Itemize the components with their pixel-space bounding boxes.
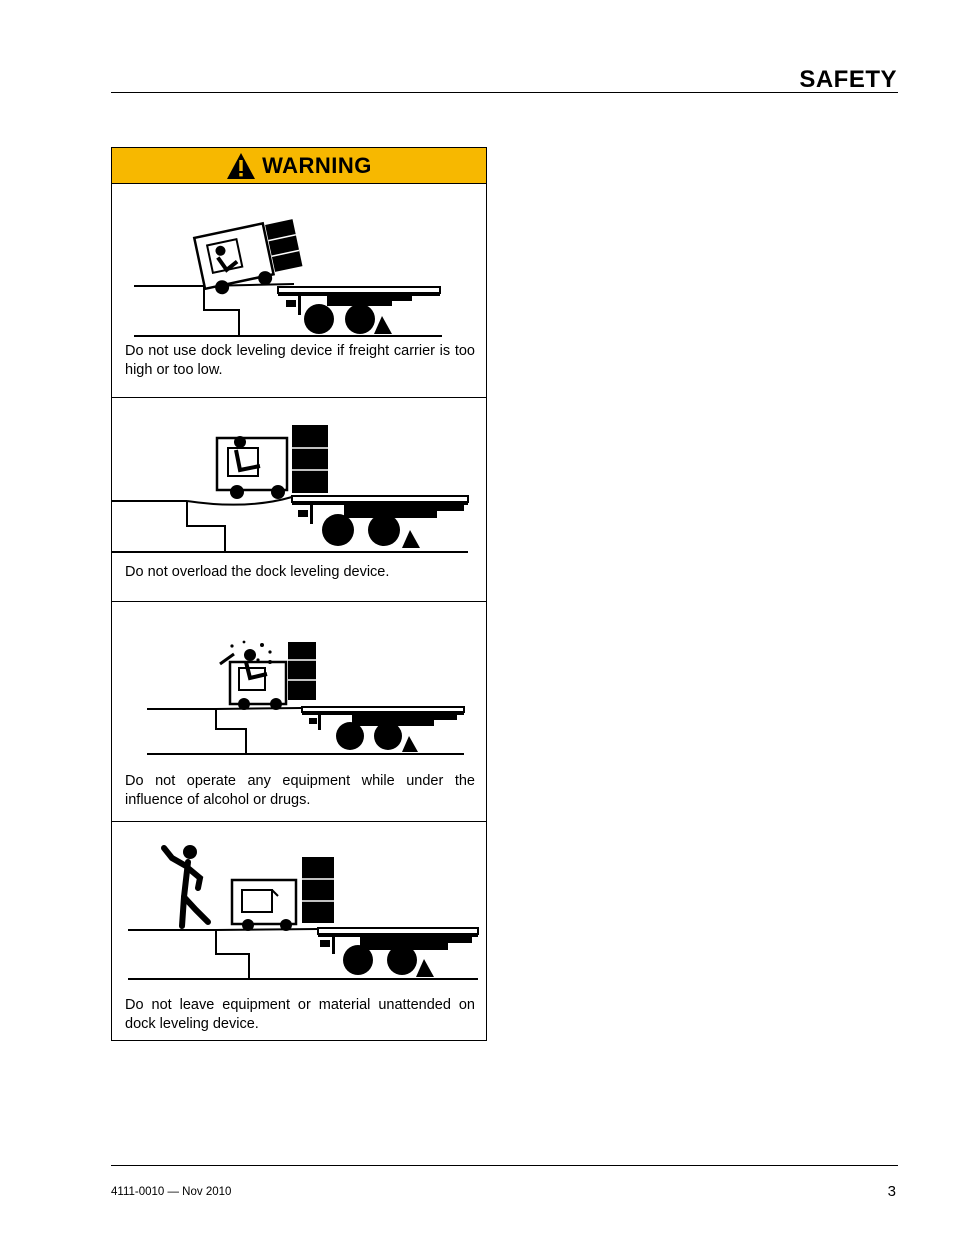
warning-box <box>111 147 487 1041</box>
warning-caption-1: Do not use dock leveling device if freight carrier is too high or too low. <box>125 343 475 378</box>
section-title: SAFETY <box>799 66 897 93</box>
warning-triangle-icon <box>226 152 256 180</box>
warning-panel-1 <box>112 184 486 398</box>
warning-caption-3: Do not operate any equipment while under the influence of alcohol or drugs. <box>125 773 475 808</box>
warning-panel-4 <box>112 822 486 1041</box>
warning-panel-2 <box>112 398 486 602</box>
warning-caption-4: Do not leave equipment or material unattended on dock leveling device. <box>125 997 475 1032</box>
warning-caption-2: Do not overload the dock leveling device. <box>125 564 390 580</box>
warning-header <box>112 148 486 184</box>
page-number: 3 <box>887 1183 896 1200</box>
warning-panel-3 <box>112 602 486 822</box>
warning-label: WARNING <box>262 152 372 178</box>
top-rule <box>111 92 898 93</box>
bottom-rule <box>111 1165 898 1166</box>
doc-id: 4111-0010 — Nov 2010 <box>111 1186 232 1198</box>
